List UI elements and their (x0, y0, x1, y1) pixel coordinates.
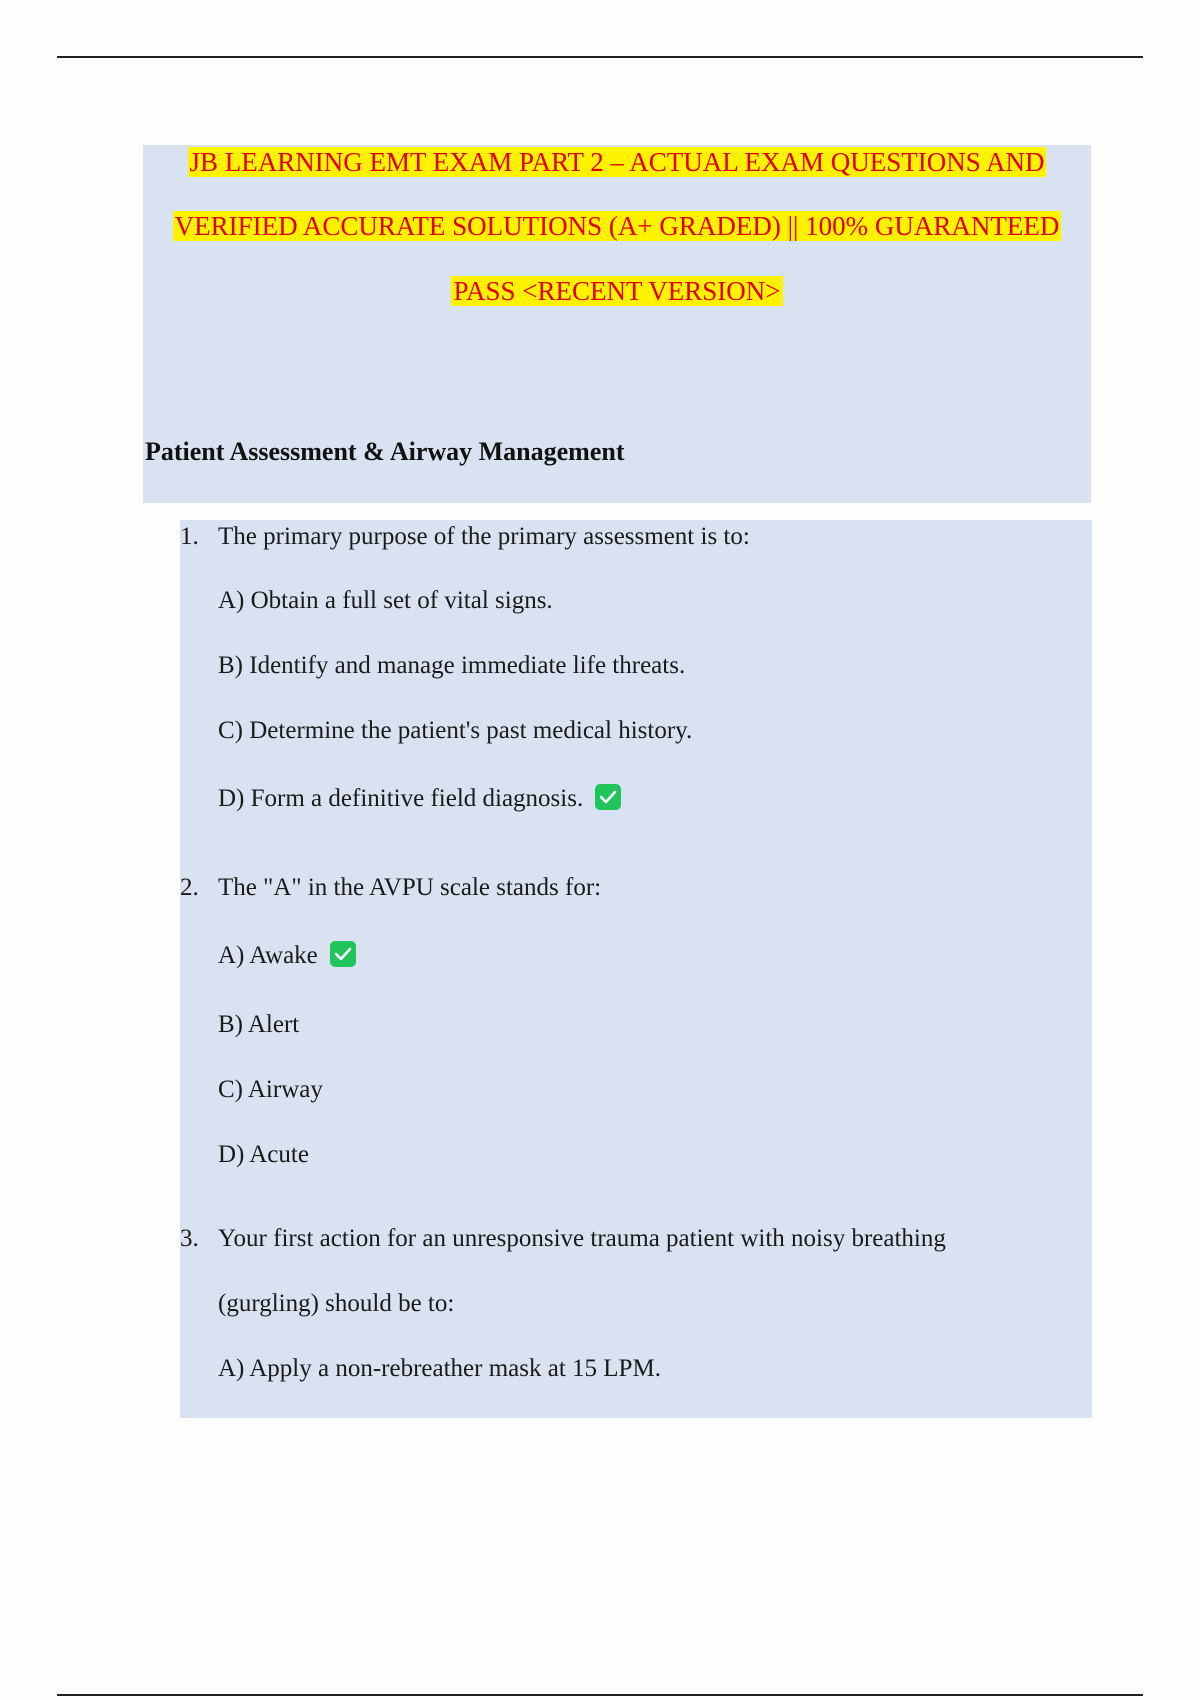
question-3-text-line-2: (gurgling) should be to: (218, 1290, 455, 1317)
checkmark-icon (330, 941, 356, 967)
question-2-option-b: B) Alert (218, 1011, 300, 1038)
question-2-option-a: A) Awake (218, 939, 356, 973)
top-rule (57, 56, 1143, 58)
question-1-option-a: A) Obtain a full set of vital signs. (218, 587, 553, 614)
question-1-option-b: B) Identify and manage immediate life threats. (218, 652, 686, 679)
question-1-option-d: D) Form a definitive field diagnosis. (218, 782, 621, 816)
question-3-option-a: A) Apply a non-rebreather mask at 15 LPM. (218, 1355, 661, 1382)
question-2-option-c: C) Airway (218, 1076, 323, 1103)
question-3-number: 3. (180, 1225, 199, 1252)
question-1-option-c: C) Determine the patient's past medical history. (218, 717, 693, 744)
title-line-3: PASS <RECENT VERSION> (453, 276, 781, 306)
checkmark-icon (595, 784, 621, 810)
question-2-option-d: D) Acute (218, 1141, 309, 1168)
question-1-text: The primary purpose of the primary assessment is to: (218, 523, 750, 550)
question-2-text: The "A" in the AVPU scale stands for: (218, 874, 602, 901)
question-1-number: 1. (180, 523, 199, 550)
questions-block (180, 520, 1092, 1418)
section-heading: Patient Assessment & Airway Management (145, 437, 625, 466)
question-3-text-line-1: Your first action for an unresponsive trauma patient with noisy breathing (218, 1225, 946, 1252)
question-2-number: 2. (180, 874, 199, 901)
bottom-rule (57, 1694, 1143, 1696)
title-line-2: VERIFIED ACCURATE SOLUTIONS (A+ GRADED) || 100% GUARANTEED (174, 211, 1060, 241)
title-line-1: JB LEARNING EMT EXAM PART 2 – ACTUAL EXAM QUESTIONS AND (189, 147, 1045, 177)
title-block (143, 145, 1091, 503)
